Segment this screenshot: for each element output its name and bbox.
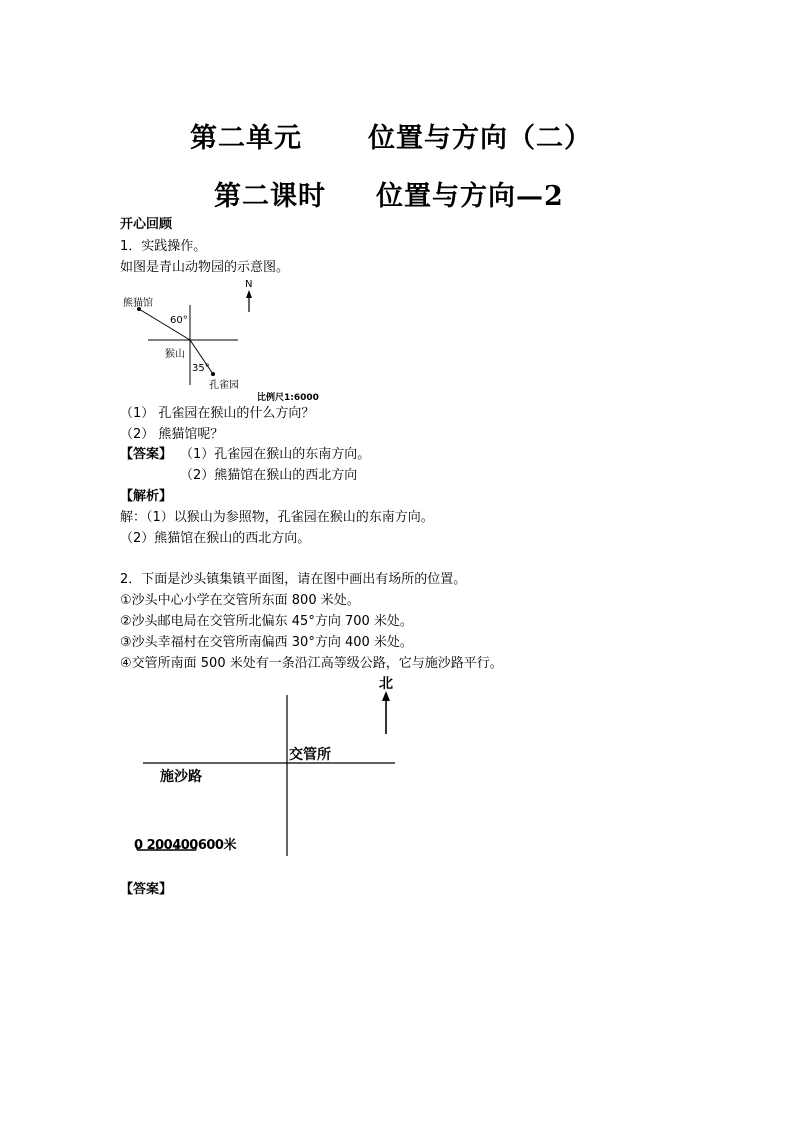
q1-analysis-tag: 【解析】 (120, 489, 173, 504)
q2-item2: ②沙头邮电局在交管所北偏东 45°方向 700 米处。 (120, 614, 413, 629)
angle-35-label: 35° (192, 363, 210, 374)
q1-sub2: （2） 熊猫馆呢？ (120, 427, 224, 442)
q1-analysis2: （2）熊猫馆在猴山的西北方向。 (120, 531, 311, 546)
office-label: 交管所 (289, 747, 331, 763)
q1-analysis1: 解：（1）以猴山为参照物，孔雀园在猴山的东南方向。 (120, 510, 434, 525)
q2-item3: ③沙头幸福村在交管所南偏西 30°方向 400 米处。 (120, 635, 413, 650)
road-label: 施沙路 (160, 769, 202, 785)
monkey-label: 猴山 (165, 349, 185, 360)
q2-item4: ④交管所南面 500 米处有一条沿江高等级公路，它与施沙路平行。 (120, 656, 503, 671)
map-north-label: 北 (379, 676, 393, 692)
q1-sub1: （1） 孔雀园在猴山的什么方向？ (120, 406, 315, 421)
map-scale-label: 0 200400600米 (134, 838, 236, 853)
section-review: 开心回顾 (120, 217, 173, 232)
panda-label: 熊猫馆 (123, 298, 153, 309)
unit-topic: 位置与方向（二） (368, 123, 592, 154)
q1-answer2: （2）熊猫馆在猴山的西北方向 (180, 468, 358, 483)
q1-answer-tag: 【答案】 (120, 447, 173, 462)
angle-60-label: 60° (170, 315, 188, 326)
q1-answer1: （1）孔雀园在猴山的东南方向。 (180, 447, 371, 462)
q1-heading: 1．实践操作。 (120, 239, 207, 254)
zoo-north-label: N (245, 279, 253, 290)
q1-intro: 如图是青山动物园的示意图。 (120, 260, 290, 275)
q2-item1: ①沙头中心小学在交管所东面 800 米处。 (120, 593, 360, 608)
q2-answer-tag: 【答案】 (120, 882, 173, 897)
zoo-scale-label: 比例尺1:6000 (257, 393, 319, 403)
lesson-topic: 位置与方向—2 (376, 181, 564, 212)
lesson-title: 第二课时 (214, 181, 326, 212)
unit-title: 第二单元 (190, 123, 302, 154)
q2-heading: 2．下面是沙头镇集镇平面图，请在图中画出有场所的位置。 (120, 572, 467, 587)
peacock-label: 孔雀园 (209, 380, 239, 391)
